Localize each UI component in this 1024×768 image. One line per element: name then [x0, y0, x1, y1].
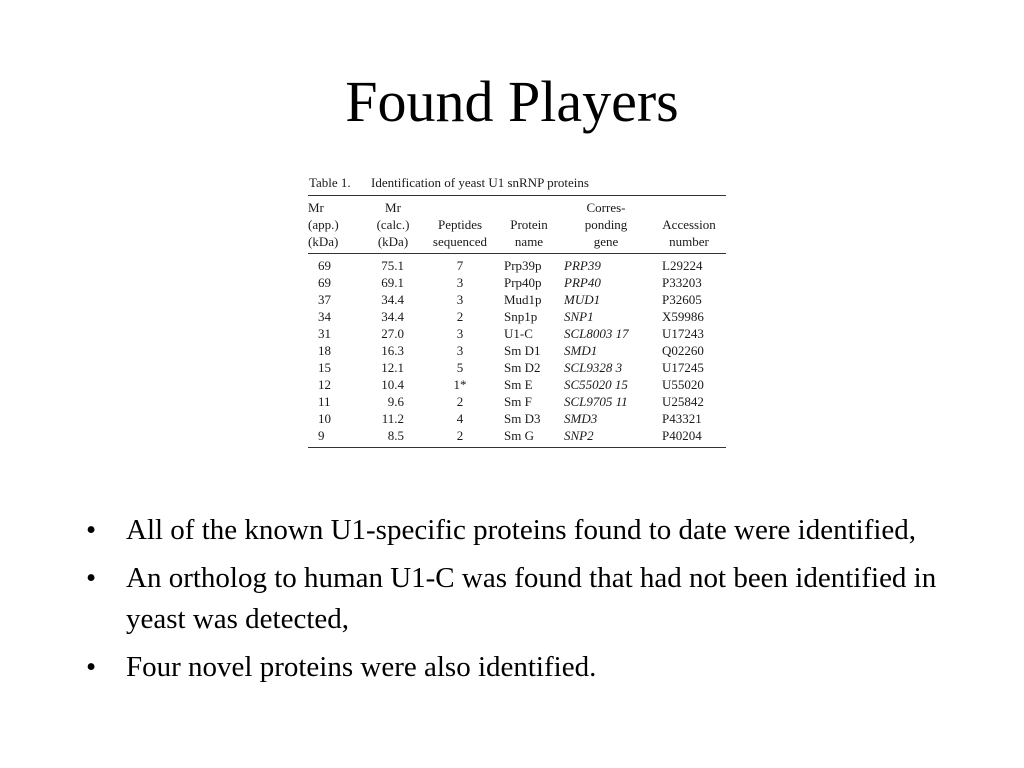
bullet-marker: • — [86, 514, 97, 546]
cell-accession: Q02260 — [662, 343, 704, 358]
table-caption — [308, 174, 726, 192]
cell-accession: P40204 — [662, 428, 702, 443]
cell-mr-calc: 16.3 — [381, 343, 404, 358]
header-peptides-sequenced: Peptides sequenced — [422, 196, 498, 254]
cell-protein-name: Sm F — [504, 394, 532, 409]
header-mr-app: Mr (app.) (kDa) — [308, 196, 364, 254]
cell-mr-calc: 8.5 — [387, 428, 404, 443]
cell-protein-name: Mud1p — [504, 292, 542, 307]
cell-mr-app: 31 — [318, 326, 331, 341]
cell-gene: SNP2 — [564, 428, 594, 443]
cell-gene: PRP40 — [564, 275, 601, 290]
table-row — [308, 410, 726, 427]
cell-mr-app: 37 — [318, 292, 331, 307]
table-row — [308, 393, 726, 410]
table-row — [308, 291, 726, 308]
cell-peptides: 7 — [456, 258, 464, 273]
cell-accession: U55020 — [662, 377, 704, 392]
table-row — [308, 325, 726, 342]
table-row — [308, 427, 726, 448]
cell-protein-name: Prp40p — [504, 275, 542, 290]
bullet-list — [84, 510, 944, 695]
cell-gene: MUD1 — [564, 292, 601, 307]
cell-protein-name: Sm G — [504, 428, 534, 443]
cell-peptides: 2 — [456, 309, 464, 324]
slide-title: Found Players — [345, 69, 679, 134]
cell-protein-name: Sm E — [504, 377, 533, 392]
bullet-item — [84, 510, 944, 551]
cell-mr-calc: 34.4 — [381, 309, 404, 324]
bullet-marker: • — [86, 562, 97, 594]
cell-mr-app: 9 — [318, 428, 325, 443]
cell-gene: SCL8003 17 — [564, 326, 629, 341]
cell-peptides: 3 — [456, 326, 464, 341]
cell-protein-name: Sm D2 — [504, 360, 541, 375]
cell-mr-calc: 75.1 — [381, 258, 404, 273]
cell-peptides: 3 — [456, 292, 464, 307]
cell-mr-app: 18 — [318, 343, 331, 358]
cell-mr-calc: 69.1 — [381, 275, 404, 290]
cell-accession: P43321 — [662, 411, 702, 426]
cell-mr-app: 12 — [318, 377, 331, 392]
cell-mr-app: 11 — [318, 394, 331, 409]
header-protein-name: Protein name — [498, 196, 560, 254]
bullet-item — [84, 647, 944, 688]
table-row — [308, 254, 726, 275]
cell-peptides: 3 — [456, 343, 464, 358]
cell-mr-calc: 27.0 — [381, 326, 404, 341]
cell-protein-name: Sm D1 — [504, 343, 541, 358]
cell-protein-name: Snp1p — [504, 309, 538, 324]
cell-peptides: 5 — [456, 360, 464, 375]
cell-gene: PRP39 — [564, 258, 601, 273]
cell-mr-calc: 11.2 — [381, 411, 404, 426]
protein-table-figure — [308, 174, 726, 448]
cell-gene: SC55020 15 — [564, 377, 628, 392]
cell-accession: P33203 — [662, 275, 702, 290]
header-accession-number: Accession number — [652, 196, 726, 254]
table-caption-label: Table 1. — [309, 175, 351, 190]
cell-gene: SNP1 — [564, 309, 594, 324]
table-caption-text: Identification of yeast U1 snRNP proteins — [371, 175, 589, 190]
bullet-text: An ortholog to human U1-C was found that had not been identified in yeast was detected, — [126, 562, 937, 635]
cell-protein-name: U1-C — [504, 326, 533, 341]
cell-peptides: 2 — [456, 428, 464, 443]
bullet-text: Four novel proteins were also identified. — [126, 651, 597, 683]
header-corresponding-gene: Corres- ponding gene — [560, 196, 652, 254]
cell-gene: SCL9705 11 — [564, 394, 628, 409]
cell-peptides: 4 — [456, 411, 464, 426]
protein-table — [308, 195, 726, 448]
cell-gene: SCL9328 3 — [564, 360, 623, 375]
cell-mr-app: 69 — [318, 258, 331, 273]
cell-gene: SMD3 — [564, 411, 598, 426]
table-row — [308, 308, 726, 325]
table-row — [308, 342, 726, 359]
cell-mr-calc: 34.4 — [381, 292, 404, 307]
cell-peptides: 1* — [453, 377, 467, 392]
bullet-text: All of the known U1-specific proteins found to date were identified, — [126, 514, 917, 546]
cell-accession: L29224 — [662, 258, 703, 273]
cell-accession: U25842 — [662, 394, 704, 409]
cell-peptides: 3 — [456, 275, 464, 290]
cell-gene: SMD1 — [564, 343, 598, 358]
cell-mr-calc: 9.6 — [387, 394, 404, 409]
cell-mr-app: 10 — [318, 411, 331, 426]
cell-protein-name: Prp39p — [504, 258, 542, 273]
cell-accession: U17243 — [662, 326, 704, 341]
cell-mr-calc: 12.1 — [381, 360, 404, 375]
bullet-item — [84, 558, 944, 640]
cell-mr-app: 69 — [318, 275, 331, 290]
cell-accession: X59986 — [662, 309, 704, 324]
table-header-row — [308, 196, 726, 254]
cell-mr-app: 15 — [318, 360, 331, 375]
table-row — [308, 376, 726, 393]
cell-protein-name: Sm D3 — [504, 411, 541, 426]
table-row — [308, 359, 726, 376]
cell-mr-app: 34 — [318, 309, 331, 324]
bullet-marker: • — [86, 651, 97, 683]
table-row — [308, 274, 726, 291]
header-mr-calc: Mr (calc.) (kDa) — [364, 196, 422, 254]
cell-mr-calc: 10.4 — [381, 377, 404, 392]
cell-accession: P32605 — [662, 292, 702, 307]
cell-accession: U17245 — [662, 360, 704, 375]
cell-peptides: 2 — [456, 394, 464, 409]
